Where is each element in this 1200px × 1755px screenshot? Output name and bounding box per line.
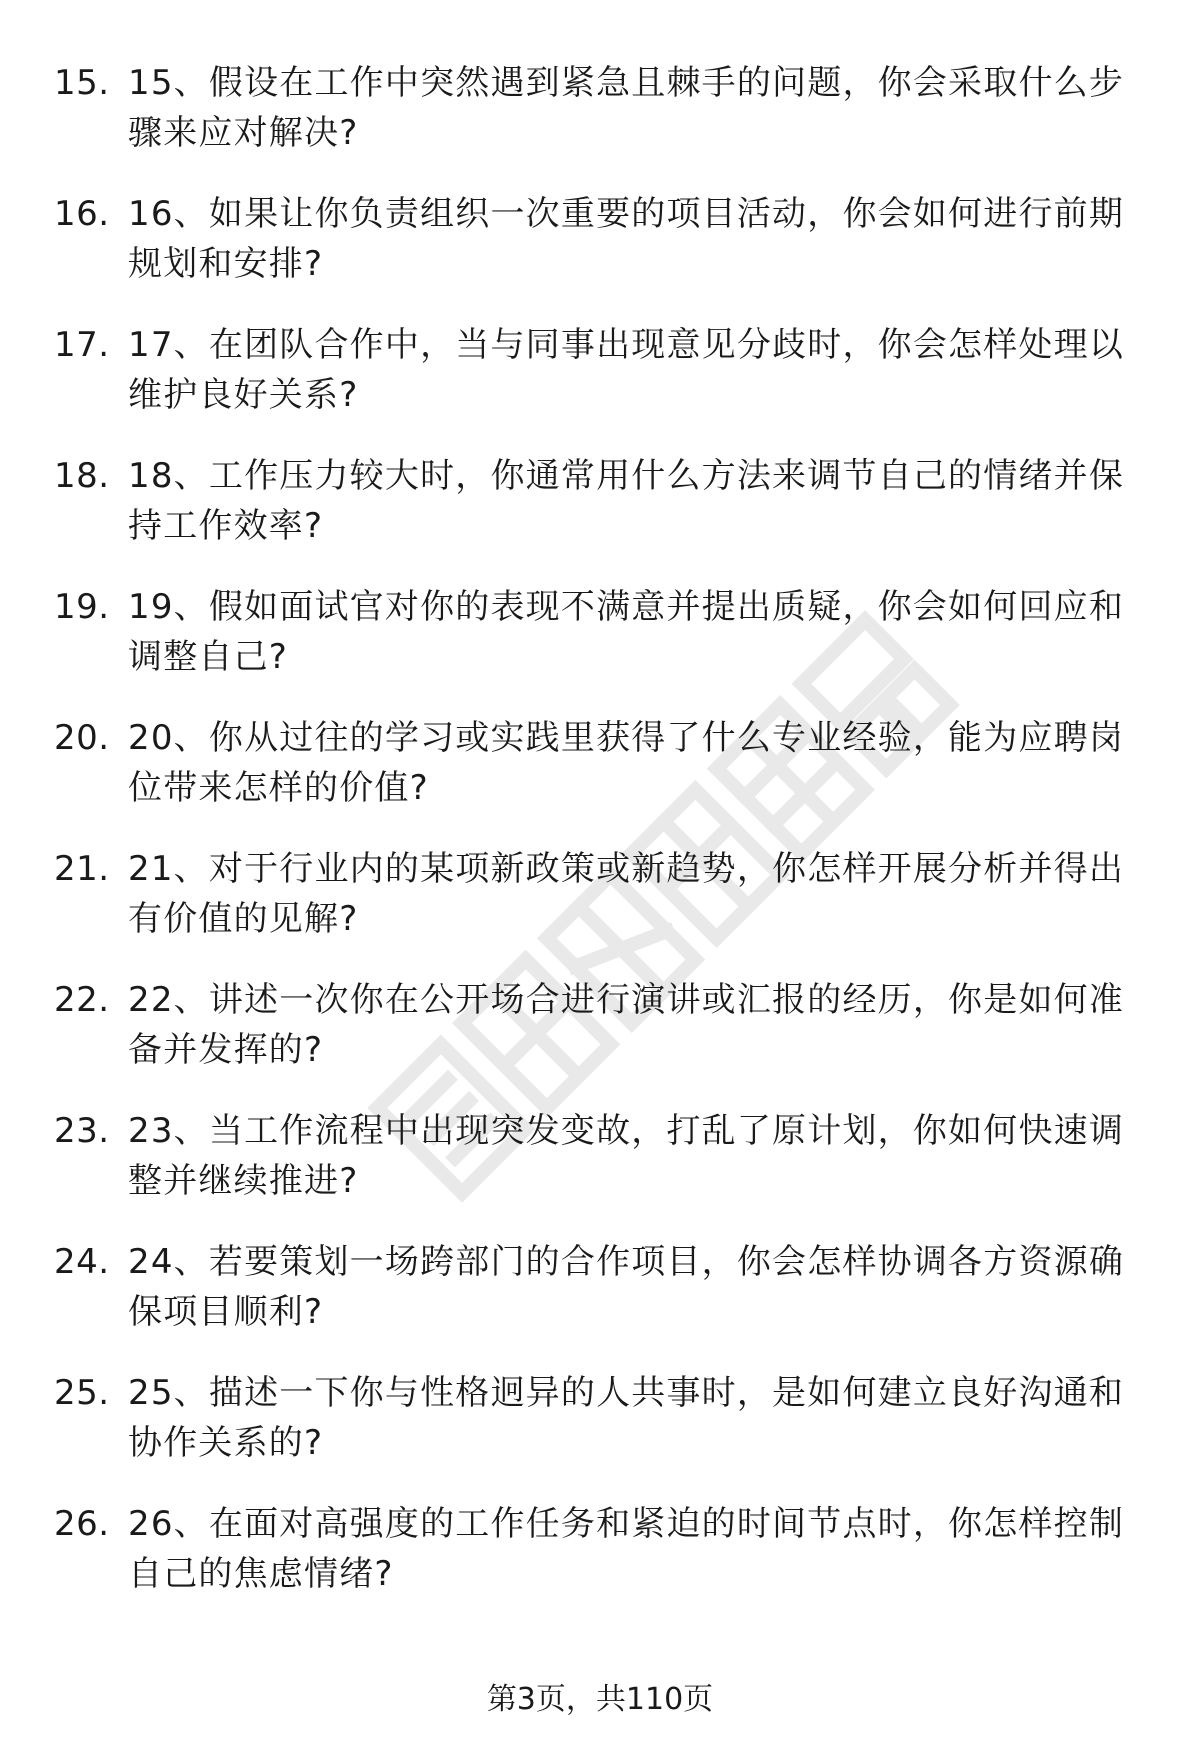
page-footer (0, 1680, 1200, 1720)
question-text: 24、若要策划一场跨部门的合作项目，你会怎样协调各方资源确保项目顺利? (128, 1242, 1125, 1332)
question-item (0, 713, 1200, 844)
question-item (0, 1368, 1200, 1499)
watermark-text: 职场密码出品 (260, 560, 266, 561)
question-number: 22. (54, 980, 110, 1020)
question-text: 18、工作压力较大时，你通常用什么方法来调节自己的情绪并保持工作效率? (128, 456, 1125, 546)
question-item (0, 58, 1200, 189)
question-number: 19. (54, 587, 110, 627)
question-number: 18. (54, 456, 110, 496)
question-text: 26、在面对高强度的工作任务和紧迫的时间节点时，你怎样控制自己的焦虑情绪? (128, 1504, 1125, 1594)
question-text: 15、假设在工作中突然遇到紧急且棘手的问题，你会采取什么步骤来应对解决? (128, 63, 1125, 153)
question-text: 22、讲述一次你在公开场合进行演讲或汇报的经历，你是如何准备并发挥的? (128, 980, 1125, 1070)
question-item (0, 451, 1200, 582)
question-number: 24. (54, 1242, 110, 1282)
question-item (0, 582, 1200, 713)
question-number: 26. (54, 1504, 110, 1544)
question-text: 21、对于行业内的某项新政策或新趋势，你怎样开展分析并得出有价值的见解? (128, 849, 1125, 939)
question-item (0, 844, 1200, 975)
question-item (0, 1106, 1200, 1237)
question-list (0, 58, 1200, 1630)
question-text: 19、假如面试官对你的表现不满意并提出质疑，你会如何回应和调整自己? (128, 587, 1125, 677)
question-item (0, 975, 1200, 1106)
question-text: 25、描述一下你与性格迥异的人共事时，是如何建立良好沟通和协作关系的? (128, 1373, 1125, 1463)
question-item (0, 1237, 1200, 1368)
question-text: 20、你从过往的学习或实践里获得了什么专业经验，能为应聘岗位带来怎样的价值? (128, 718, 1125, 808)
question-number: 23. (54, 1111, 110, 1151)
question-number: 17. (54, 325, 110, 365)
question-text: 17、在团队合作中，当与同事出现意见分歧时，你会怎样处理以维护良好关系? (128, 325, 1125, 415)
question-number: 25. (54, 1373, 110, 1413)
question-item (0, 189, 1200, 320)
question-text: 16、如果让你负责组织一次重要的项目活动，你会如何进行前期规划和安排? (128, 194, 1125, 284)
page-number-label: 第3页，共110页 (486, 1682, 714, 1717)
question-item (0, 1499, 1200, 1630)
question-number: 16. (54, 194, 110, 234)
question-number: 21. (54, 849, 110, 889)
question-text: 23、当工作流程中出现突发变故，打乱了原计划，你如何快速调整并继续推进? (128, 1111, 1125, 1201)
question-number: 20. (54, 718, 110, 758)
question-item (0, 320, 1200, 451)
question-number: 15. (54, 63, 110, 103)
